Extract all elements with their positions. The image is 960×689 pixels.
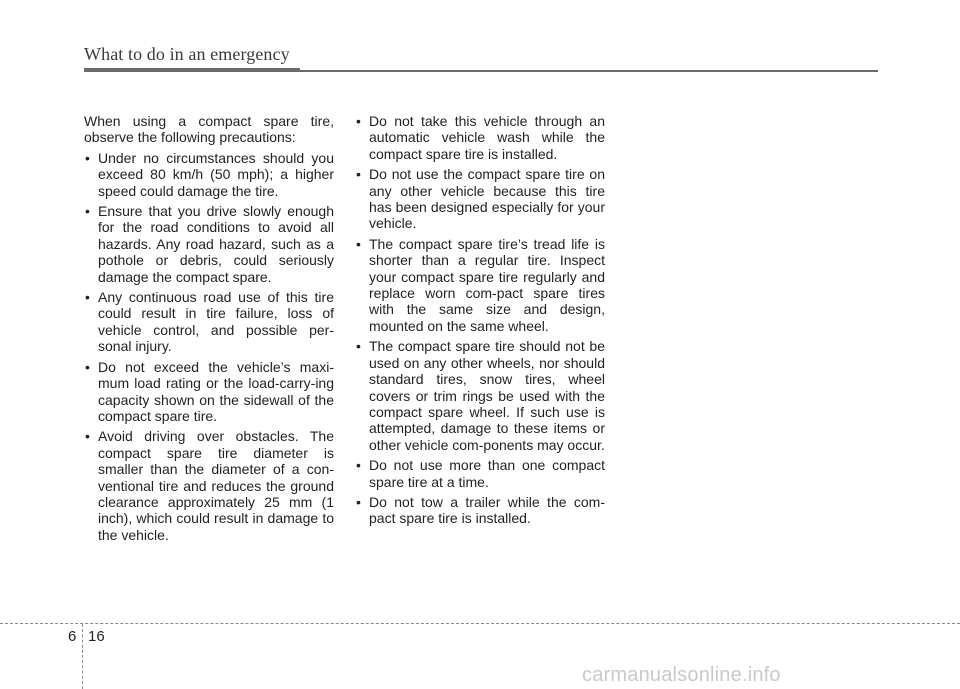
list-item: • Ensure that you drive slowly enough for the road conditions to avoid all hazards. Any road hazard, such as a pothole or debris, could seriously damage the compact spare. (84, 203, 334, 285)
watermark: carmanualsonline.info (582, 664, 781, 686)
list-item: • Avoid driving over obstacles. The compact spare tire diameter is smaller than the diameter of a con-ventional tire and reduces the ground clearance approximately 25 mm (1 inch), which could result in damage to the vehicle. (84, 428, 334, 543)
precautions-list-right (355, 113, 605, 527)
list-item: • Any continuous road use of this tire could result in tire failure, loss of vehicle control, and possible per-sonal injury. (84, 289, 334, 355)
footer-rule (0, 623, 960, 624)
header-rule-thin (300, 70, 878, 72)
intro-paragraph: When using a compact spare tire, observe the following precautions: (84, 113, 334, 146)
list-item: • Under no circumstances should you exceed 80 km/h (50 mph); a higher speed could damage the tire. (84, 150, 334, 199)
page-number: 16 (88, 628, 105, 645)
chapter-number: 6 (68, 628, 77, 645)
list-item: • The compact spare tire’s tread life is shorter than a regular tire. Inspect your compact spare tire regularly and replace worn com-pact spare tires with the same size and design, mounted on the same wheel. (355, 236, 605, 334)
footer-divider (82, 624, 83, 689)
section-title: What to do in an emergency (84, 44, 290, 64)
list-item: • Do not use the compact spare tire on any other vehicle because this tire has been designed especially for your vehicle. (355, 166, 605, 232)
list-item: • Do not tow a trailer while the com-pact spare tire is installed. (355, 494, 605, 527)
list-item: • Do not exceed the vehicle’s maxi-mum load rating or the load-carry-ing capacity shown on the sidewall of the compact spare tire. (84, 359, 334, 425)
list-item: • Do not take this vehicle through an automatic vehicle wash while the compact spare tire is installed. (355, 113, 605, 162)
list-item: • Do not use more than one compact spare tire at a time. (355, 457, 605, 490)
precautions-list-left (84, 150, 334, 543)
header-rule-thick (84, 68, 300, 72)
list-item: • The compact spare tire should not be used on any other wheels, nor should standard tires, snow tires, wheel covers or trim rings be used with the compact spare wheel. If such use is attempted, damage to these items or other vehicle com-ponents may occur. (355, 338, 605, 453)
right-column (355, 113, 605, 527)
left-column (84, 113, 334, 543)
